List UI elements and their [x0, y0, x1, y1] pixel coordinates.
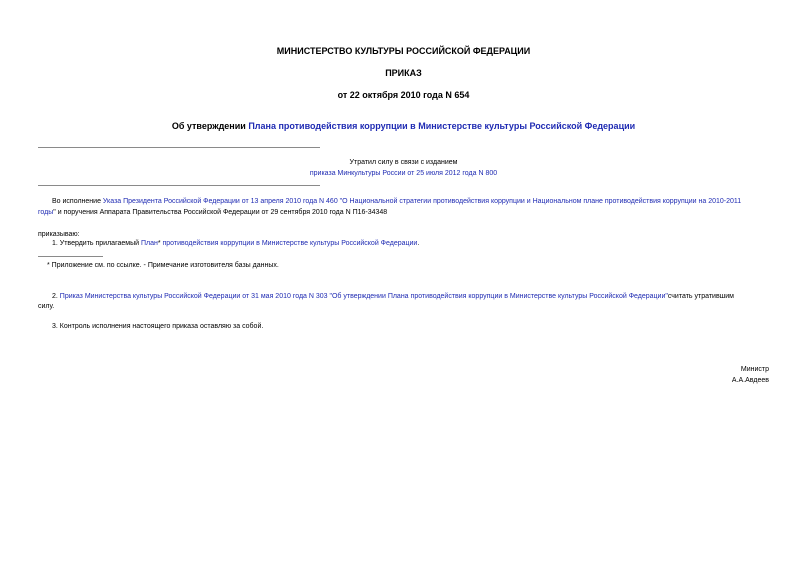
date-number-heading: от 22 октября 2010 года N 654 [337, 90, 470, 100]
intro-text-start: Во исполнение [52, 198, 103, 205]
item1-end: . [417, 240, 420, 247]
plan-link[interactable]: План [140, 240, 158, 247]
order-item-2-cont: силу. [38, 303, 55, 310]
title-link[interactable]: Плана противодействия коррупции в Министерстве культуры Российской Федерации [248, 121, 636, 131]
document-title [0, 121, 807, 131]
status-line: Утратил силу в связи с изданием [349, 159, 458, 166]
signature-position: Министр [740, 366, 769, 373]
divider-top [38, 147, 320, 148]
plan-link-text[interactable]: противодействия коррупции в Министерстве культуры Российской Федерации [162, 240, 418, 247]
title-prefix: Об утверждении [171, 121, 249, 131]
prikazyvayu-text: приказываю: [38, 231, 80, 238]
decree-link[interactable]: Указа Президента Российской Федерации от 13 апреля 2010 года N 460 "О Национальной стратегии противодействия коррупции и Национальном плане противодействия коррупции на 2010-2011 [102, 198, 742, 205]
status-link[interactable]: приказа Минкультуры России от 25 июля 2012 года N 800 [309, 170, 498, 177]
intro-text-end: " и поручения Аппарата Правительства Российской Федерации от 29 сентября 2010 года N П16-34348 [53, 209, 388, 216]
order-303-link[interactable]: Приказ Министерства культуры Российской Федерации от 31 мая 2010 года N 303 "Об утверждении Плана противодействия коррупции в Министерстве культуры Российской Федерации" [59, 293, 668, 300]
intro-paragraph-line2 [38, 208, 387, 218]
item1-text: 1. Утвердить прилагаемый [52, 240, 141, 247]
item2-text-end: считать утратившим [667, 293, 734, 300]
order-item-1 [52, 239, 419, 249]
item1-asterisk: * [157, 240, 163, 247]
signature-name: А.А.Авдеев [731, 377, 769, 384]
order-item-2 [52, 292, 734, 302]
intro-paragraph-line1 [52, 197, 741, 207]
ministry-heading: МИНИСТЕРСТВО КУЛЬТУРЫ РОССИЙСКОЙ ФЕДЕРАЦИИ [276, 46, 531, 56]
footnote-text: * Приложение см. по ссылке. - Примечание изготовителя базы данных. [47, 262, 279, 269]
order-item-3: 3. Контроль исполнения настоящего приказа оставляю за собой. [52, 323, 264, 330]
decree-link-continued[interactable]: годы [38, 209, 54, 216]
doc-type-heading: ПРИКАЗ [385, 68, 422, 78]
footnote-divider [38, 256, 103, 257]
divider-bottom [38, 185, 320, 186]
item2-number: 2. [52, 293, 60, 300]
